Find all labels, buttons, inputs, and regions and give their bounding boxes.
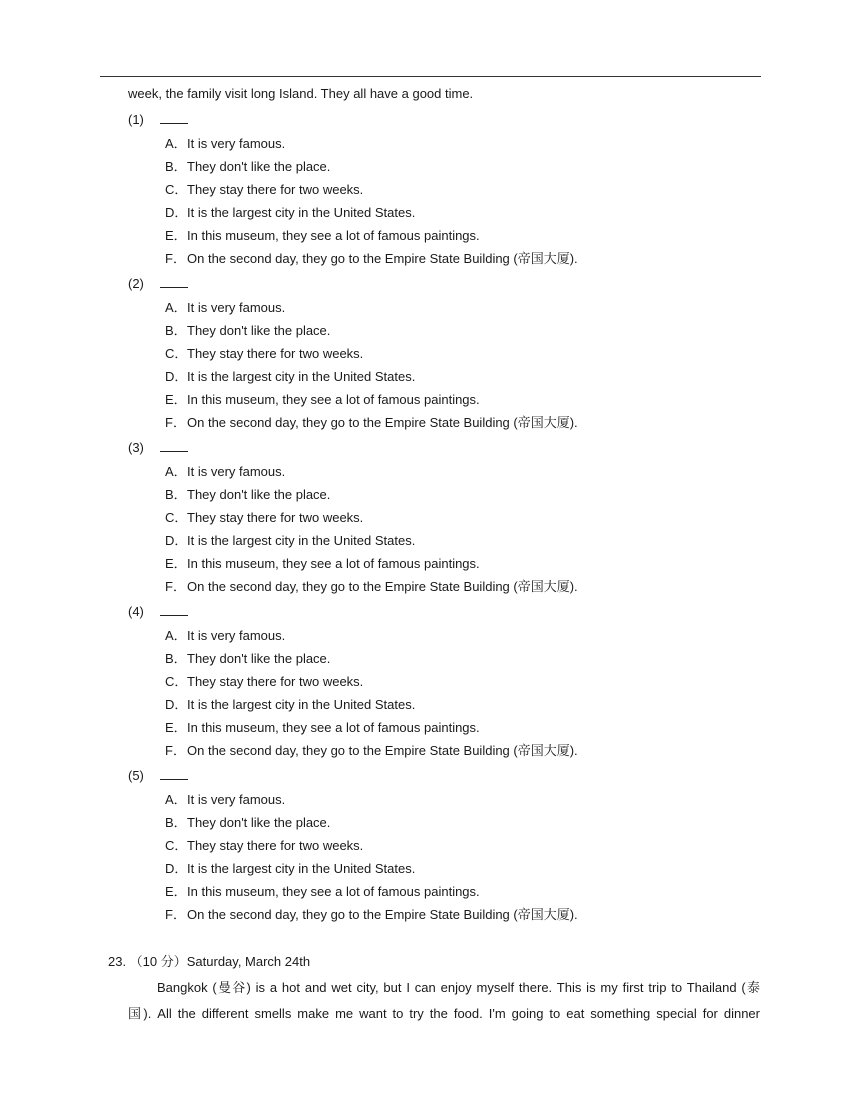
- option-c[interactable]: C．They stay there for two weeks.: [165, 346, 364, 361]
- question-label: (4): [128, 603, 188, 621]
- option-a[interactable]: A．It is very famous.: [165, 628, 286, 643]
- option-e[interactable]: E．In this museum, they see a lot of famous paintings.: [165, 556, 480, 571]
- option-c[interactable]: C．They stay there for two weeks.: [165, 838, 364, 853]
- option-e[interactable]: E．In this museum, they see a lot of famous paintings.: [165, 392, 480, 407]
- question-label: (2): [128, 275, 188, 293]
- option-b[interactable]: B．They don't like the place.: [165, 159, 331, 174]
- option-b[interactable]: B．They don't like the place.: [165, 323, 331, 338]
- option-f[interactable]: F．On the second day, they go to the Empire State Building (帝国大厦).: [165, 743, 578, 758]
- option-a[interactable]: A．It is very famous.: [165, 300, 286, 315]
- option-f[interactable]: F．On the second day, they go to the Empire State Building (帝国大厦).: [165, 415, 578, 430]
- header-rule: [100, 76, 761, 77]
- option-d[interactable]: D．It is the largest city in the United States.: [165, 697, 416, 712]
- option-c[interactable]: C．They stay there for two weeks.: [165, 182, 364, 197]
- option-e[interactable]: E．In this museum, they see a lot of famous paintings.: [165, 884, 480, 899]
- option-a[interactable]: A．It is very famous.: [165, 136, 286, 151]
- question-label: (1): [128, 111, 188, 129]
- option-a[interactable]: A．It is very famous.: [165, 792, 286, 807]
- option-d[interactable]: D．It is the largest city in the United States.: [165, 533, 416, 548]
- question-label: (5): [128, 767, 188, 785]
- option-e[interactable]: E．In this museum, they see a lot of famous paintings.: [165, 720, 480, 735]
- answer-blank[interactable]: [160, 603, 188, 616]
- option-f[interactable]: F．On the second day, they go to the Empire State Building (帝国大厦).: [165, 251, 578, 266]
- passage-continuation: week, the family visit long Island. They all have a good time.: [128, 86, 474, 101]
- passage-line: 国). All the different smells make me want to try the food. I'm going to eat something special for dinner: [128, 1006, 760, 1021]
- question-23-heading: 23. （10 分）Saturday, March 24th: [108, 954, 311, 969]
- question-label: (3): [128, 439, 188, 457]
- option-d[interactable]: D．It is the largest city in the United States.: [165, 369, 416, 384]
- option-e[interactable]: E．In this museum, they see a lot of famous paintings.: [165, 228, 480, 243]
- option-c[interactable]: C．They stay there for two weeks.: [165, 510, 364, 525]
- option-b[interactable]: B．They don't like the place.: [165, 487, 331, 502]
- option-f[interactable]: F．On the second day, they go to the Empire State Building (帝国大厦).: [165, 907, 578, 922]
- answer-blank[interactable]: [160, 767, 188, 780]
- answer-blank[interactable]: [160, 439, 188, 452]
- option-b[interactable]: B．They don't like the place.: [165, 651, 331, 666]
- option-d[interactable]: D．It is the largest city in the United States.: [165, 861, 416, 876]
- answer-blank[interactable]: [160, 275, 188, 288]
- option-d[interactable]: D．It is the largest city in the United States.: [165, 205, 416, 220]
- passage-line: Bangkok (曼谷) is a hot and wet city, but I can enjoy myself there. This is my first trip to Thailand (泰: [157, 980, 760, 995]
- option-b[interactable]: B．They don't like the place.: [165, 815, 331, 830]
- option-f[interactable]: F．On the second day, they go to the Empire State Building (帝国大厦).: [165, 579, 578, 594]
- option-a[interactable]: A．It is very famous.: [165, 464, 286, 479]
- answer-blank[interactable]: [160, 111, 188, 124]
- option-c[interactable]: C．They stay there for two weeks.: [165, 674, 364, 689]
